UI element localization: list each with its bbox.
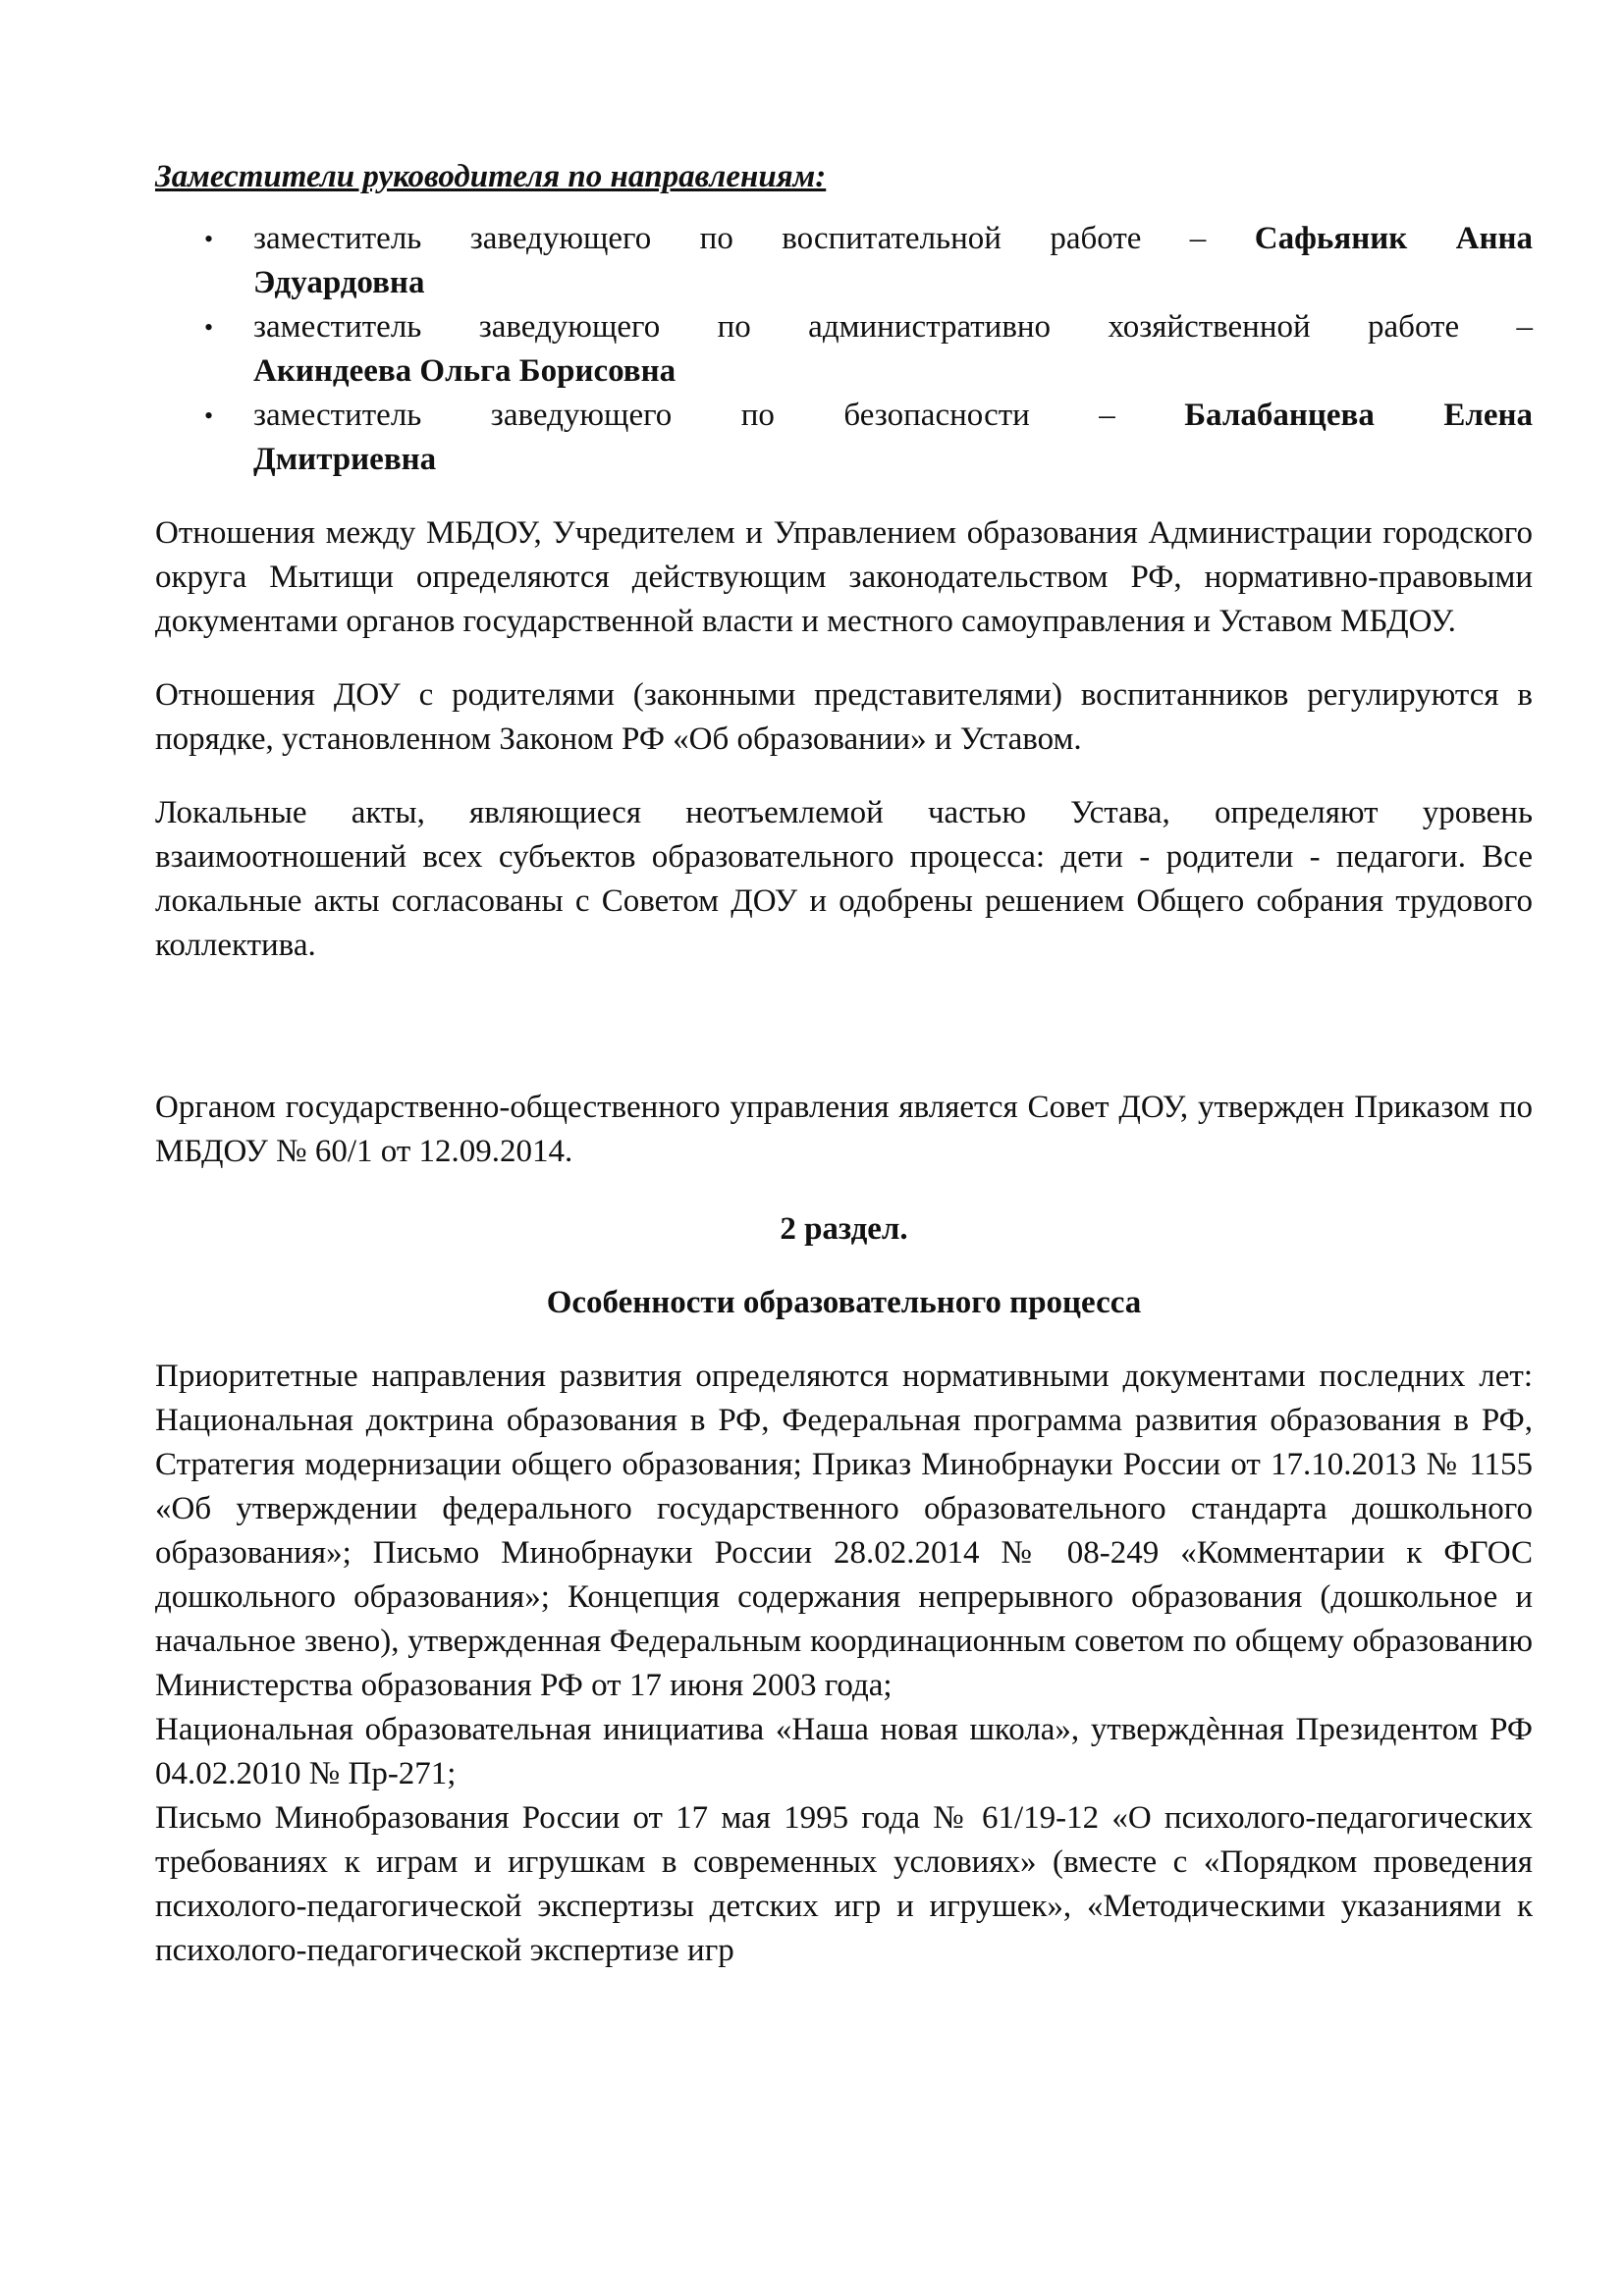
- deputy-role: заместитель заведующего по безопасности –: [253, 398, 1115, 433]
- deputy-line: [253, 217, 1533, 261]
- paragraph-priorities: Приоритетные направления развития определяются нормативными документами последних лет: Национальная доктрина образования в РФ, Федеральная программа развития образования в РФ, Стратегия модернизации общего образования; Приказ Минобрнауки России от 17.10.2013 № 1155 «Об утверждении федерального государственного образовательного стандарта дошкольного образования»; Письмо Минобрнауки России 28.02.2014 № 08-249 «Комментарии к ФГОС дошкольного образования»; Концепция содержания непрерывного образования (дошкольное и начальное звено), утвержденная Федеральным координационным советом по общему образованию Министерства образования РФ от 17 июня 2003 года;: [155, 1359, 1533, 1703]
- deputy-role: заместитель заведующего по воспитательной работе –: [253, 221, 1207, 256]
- deputy-line: [253, 305, 1533, 349]
- paragraph-relations-founder: Отношения между МБДОУ, Учредителем и Управлением образования Администрации городского округа Мытищи определяются действующим законодательством РФ, нормативно-правовыми документами органов государственной власти и местного самоуправления и Уставом МБДОУ.: [155, 515, 1533, 639]
- list-item: [155, 305, 1533, 394]
- deputy-role: заместитель заведующего по административно хозяйственной работе –: [253, 309, 1533, 345]
- paragraph-letter: Письмо Минобразования России от 17 мая 1995 года № 61/19-12 «О психолого-педагогических требованиях к играм и игрушкам в современных условиях» (вместе с «Порядком проведения психолого-педагогической экспертизы детских игр и игрушек», «Методическими указаниями к психолого-педагогической экспертизе игр: [155, 1800, 1533, 1968]
- paragraph-local-acts: Локальные акты, являющиеся неотъемлемой частью Устава, определяют уровень взаимоотношений всех субъектов образовательного процесса: дети - родители - педагоги. Все локальные акты согласованы с Советом ДОУ и одобрены решением Общего собрания трудового коллектива.: [155, 795, 1533, 963]
- bullet-icon: •: [204, 401, 214, 430]
- paragraph-initiative: Национальная образовательная инициатива «Наша новая школа», утверждѐнная Президентом РФ 04.02.2010 № Пр-271;: [155, 1712, 1533, 1791]
- deputies-heading: Заместители руководителя по направлениям:: [155, 159, 827, 194]
- list-item: [155, 217, 1533, 305]
- deputy-line: [253, 394, 1533, 438]
- deputies-list: [155, 217, 1533, 482]
- deputy-name-tail: Эдуардовна: [253, 265, 425, 300]
- bullet-icon: •: [204, 313, 214, 342]
- deputy-name-part: Сафьяник Анна: [1254, 221, 1534, 256]
- deputy-name-tail: Акиндеева Ольга Борисовна: [253, 353, 677, 389]
- section-number: 2 раздел.: [780, 1211, 908, 1247]
- deputy-name-tail: Дмитриевна: [253, 442, 437, 477]
- bullet-icon: •: [204, 225, 214, 253]
- section-title: Особенности образовательного процесса: [546, 1285, 1142, 1320]
- paragraph-relations-parents: Отношения ДОУ с родителями (законными представителями) воспитанников регулируются в порядке, установленном Законом РФ «Об образовании» и Уставом.: [155, 677, 1533, 757]
- deputy-name-part: Балабанцева Елена: [1184, 398, 1533, 433]
- paragraph-council: Органом государственно-общественного управления является Совет ДОУ, утвержден Приказом по МБДОУ № 60/1 от 12.09.2014.: [155, 1090, 1533, 1169]
- document-page: [155, 155, 1533, 1973]
- list-item: [155, 394, 1533, 482]
